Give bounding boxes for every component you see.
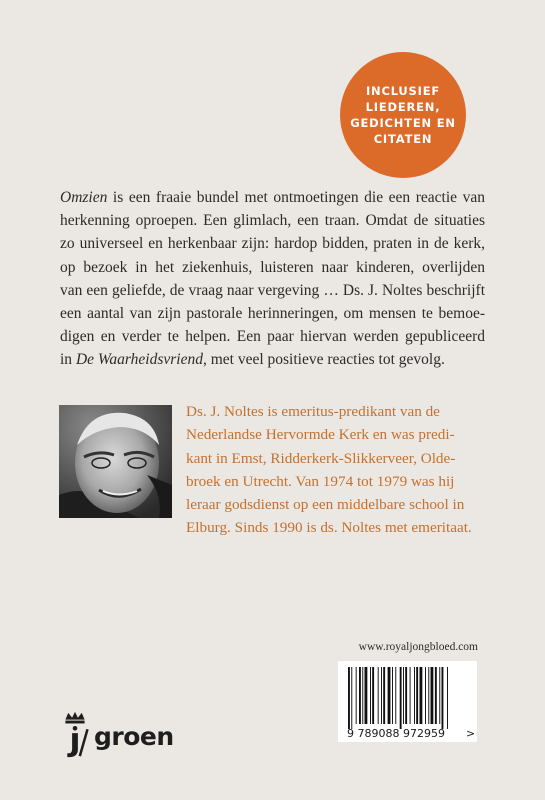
badge-line: CITATEN [373, 132, 433, 146]
barcode-bar [403, 667, 404, 724]
blurb-line [60, 348, 485, 371]
author-portrait-icon [59, 405, 172, 518]
barcode-bar [431, 667, 434, 724]
barcode-bar [400, 667, 402, 729]
bio-line: leraar godsdienst op een middelbare school in [186, 496, 465, 514]
author-bio [186, 400, 476, 540]
bio-line: Ds. J. Noltes is emeritus-predikant van de [186, 403, 440, 420]
barcode-bar [362, 667, 363, 724]
bio-line: Nederlandse Hervormde Kerk en was predi- [186, 426, 455, 444]
barcode-bar [348, 667, 350, 729]
badge-line: INCLUSIEF [365, 84, 441, 98]
isbn-barcode [338, 661, 477, 742]
barcode-bar [439, 667, 440, 724]
blurb-line: herkenning oproepen. Een glimlach, een traan. Omdat de situaties [60, 212, 485, 230]
publisher-name: groen [94, 722, 174, 751]
barcode-bar [372, 667, 374, 724]
barcode-bar [435, 667, 437, 724]
bio-line: Elburg. Sinds 1990 is ds. Noltes met emeritaat. [186, 519, 472, 537]
barcode-bar [405, 667, 407, 724]
badge-line: LIEDEREN, [365, 100, 441, 114]
bio-line: kant in Emst, Ridderkerk-Slikkerveer, Olde- [186, 449, 456, 467]
barcode-bar [359, 667, 361, 724]
badge-line: GEDICHTEN EN [350, 116, 456, 130]
barcode-bar [395, 667, 396, 724]
barcode-bar [351, 667, 352, 729]
barcode-bar [447, 667, 448, 729]
barcode-bar [365, 667, 368, 724]
blurb-text: is een fraaie bundel met ontmoetingen die een reactie van [107, 189, 485, 206]
blurb-line: digen en verder te helpen. Een paar hiervan werden gepubliceerd [60, 328, 485, 346]
barcode-bar [425, 667, 426, 724]
isbn-arrow: > [466, 727, 476, 740]
isbn-digits: 9 789088 972959 [347, 727, 445, 740]
blurb-line [60, 186, 485, 209]
barcode-bar [388, 667, 391, 724]
blurb-line: van een geliefde, de vraag naar vergeving … Ds. J. Noltes beschrijft [60, 281, 485, 299]
barcode-bar [356, 667, 357, 724]
barcode-bar [370, 667, 371, 724]
bio-line: broek en Utrecht. Van 1974 tot 1979 was hij [186, 472, 455, 490]
barcode-bar [392, 667, 393, 724]
promo-badge [340, 52, 466, 178]
author-photo [59, 405, 172, 518]
book-title: Omzien [60, 189, 108, 206]
barcode-bar [416, 667, 418, 724]
blurb-line: een aantal van zijn pastorale herinneringen, om mensen te bemoe- [60, 305, 485, 323]
publisher-url[interactable]: www.royaljongbloed.com [358, 641, 478, 653]
blurb-line: zo universeel en herkenbaar zijn: hardop bidden, praten in de kerk, [60, 235, 485, 253]
barcode-bar [410, 667, 411, 724]
blurb-text: in [60, 351, 76, 369]
barcode-bar [442, 667, 444, 729]
blurb-line: op bezoek in het ziekenhuis, luisteren naar kinderen, overlijden [60, 258, 485, 276]
barcode-bar [420, 667, 423, 724]
barcode-bar [378, 667, 379, 724]
magazine-title: De Waarheidsvriend [75, 351, 203, 369]
barcode-bar [383, 667, 385, 724]
barcode-bar [381, 667, 382, 724]
back-cover-blurb [60, 186, 485, 372]
barcode-bar [428, 667, 429, 724]
publisher-crown-j-logo-icon [58, 710, 92, 760]
blurb-text: , met veel positieve reacties tot gevolg. [202, 351, 445, 369]
barcode-bar [414, 667, 415, 724]
